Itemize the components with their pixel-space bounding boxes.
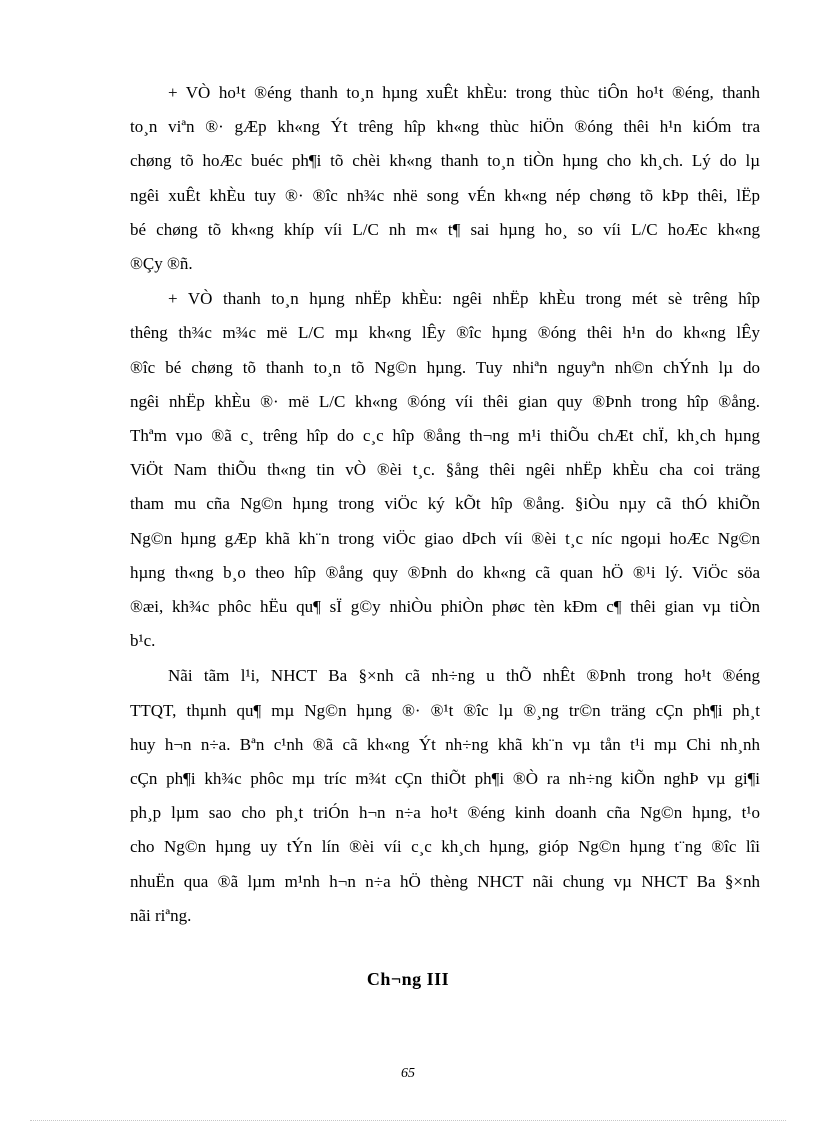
page-number: 65 bbox=[401, 1066, 415, 1081]
text-line: ®æi, kh¾c phôc hËu qu¶ sÏ g©y nhiÒu phiÒn phøc tèn kÐm c¶ thêi gian vµ tiÒn bbox=[130, 597, 760, 617]
chapter-heading: Ch¬ng III bbox=[366, 969, 450, 989]
text-line: to¸n viªn ®· gÆp kh«ng Ýt trêng hîp kh«ng thùc hiÖn ®óng thêi h¹n kiÓm tra bbox=[130, 117, 760, 137]
paragraph-export-payment bbox=[130, 76, 760, 281]
text-line: + VÒ thanh to¸n hµng nhËp khÈu: ngêi nhËp khÈu trong mét sè trêng hîp bbox=[168, 289, 760, 309]
text-line: tham mu cña Ng©n hµng trong viÖc ký kÕt hîp ®ång. §iÒu nµy cã thÓ khiÕn bbox=[130, 494, 760, 514]
text-line: ngêi xuÊt khÈu tuy ®· ®îc nh¾c nhë song vÉn kh«ng nép chøng tõ kÞp thêi, lËp bbox=[130, 185, 760, 205]
text-line: bé chøng tõ kh«ng khíp víi L/C nh m« t¶ sai hµng ho¸ so víi L/C hoÆc kh«ng bbox=[130, 219, 760, 239]
text-line: cho Ng©n hµng uy tÝn lín ®èi víi c¸c kh¸ch hµng, gióp Ng©n hµng t¨ng ®îc lîi bbox=[130, 837, 760, 857]
text-line: cÇn ph¶i kh¾c phôc mµ tríc m¾t cÇn thiÕt ph¶i ®Ò ra nh÷ng kiÕn nghÞ vµ gi¶i bbox=[130, 769, 760, 789]
text-line: huy h¬n n÷a. Bªn c¹nh ®ã cã kh«ng Ýt nh÷ng khã kh¨n vµ tån t¹i mµ Chi nh¸nh bbox=[130, 734, 760, 754]
text-line: nãi riªng. bbox=[130, 905, 192, 925]
text-line: ®Çy ®ñ. bbox=[130, 254, 193, 274]
text-line: Ng©n hµng gÆp khã kh¨n trong viÖc giao dÞch víi ®èi t¸c níc ngoµi hoÆc Ng©n bbox=[130, 528, 760, 548]
body-text bbox=[130, 76, 760, 934]
text-line: TTQT, thµnh qu¶ mµ Ng©n hµng ®· ®¹t ®îc lµ ®¸ng tr©n träng cÇn ph¶i ph¸t bbox=[130, 700, 760, 720]
text-line: ViÖt Nam thiÕu th«ng tin vÒ ®èi t¸c. §ång thêi ngêi nhËp khÈu cha coi träng bbox=[130, 460, 760, 480]
paragraph-summary bbox=[130, 659, 760, 933]
text-line: ®îc bé chøng tõ thanh to¸n tõ Ng©n hµng. Tuy nhiªn nguyªn nh©n chÝnh lµ do bbox=[130, 357, 760, 377]
text-line: chøng tõ hoÆc buéc ph¶i tõ chèi kh«ng thanh to¸n tiÒn hµng cho kh¸ch. Lý do lµ bbox=[130, 151, 760, 171]
text-line: ph¸p lµm sao cho ph¸t triÓn h¬n n÷a ho¹t ®éng kinh doanh cña Ng©n hµng, t¹o bbox=[130, 803, 760, 823]
paragraph-import-payment bbox=[130, 282, 760, 658]
text-line: nhuËn qua ®ã lµm m¹nh h¬n n÷a hÖ thèng NHCT nãi chung vµ NHCT Ba §×nh bbox=[130, 871, 760, 891]
text-line: thêng th¾c m¾c më L/C mµ kh«ng lÊy ®îc hµng ®óng thêi h¹n do kh«ng lÊy bbox=[130, 323, 760, 343]
text-line: hµng th«ng b¸o theo hîp ®ång quy ®Þnh do kh«ng cã quan hÖ ®¹i lý. ViÖc söa bbox=[130, 562, 760, 582]
text-line: + VÒ ho¹t ®éng thanh to¸n hµng xuÊt khÈu: trong thùc tiÔn ho¹t ®éng, thanh bbox=[168, 83, 760, 102]
text-line: ngêi nhËp khÈu ®· më L/C kh«ng ®óng víi thêi gian quy ®Þnh trong hîp ®ång. bbox=[130, 391, 760, 411]
text-line: Nãi tãm l¹i, NHCT Ba §×nh cã nh÷ng u thÕ nhÊt ®Þnh trong ho¹t ®éng bbox=[168, 666, 760, 686]
page-bottom-rule bbox=[30, 1120, 786, 1121]
text-line: Thªm vµo ®ã c¸ trêng hîp do c¸c hîp ®ång th¬ng m¹i thiÕu chÆt chÏ, kh¸ch hµng bbox=[130, 426, 760, 446]
text-line: b¹c. bbox=[130, 631, 156, 651]
